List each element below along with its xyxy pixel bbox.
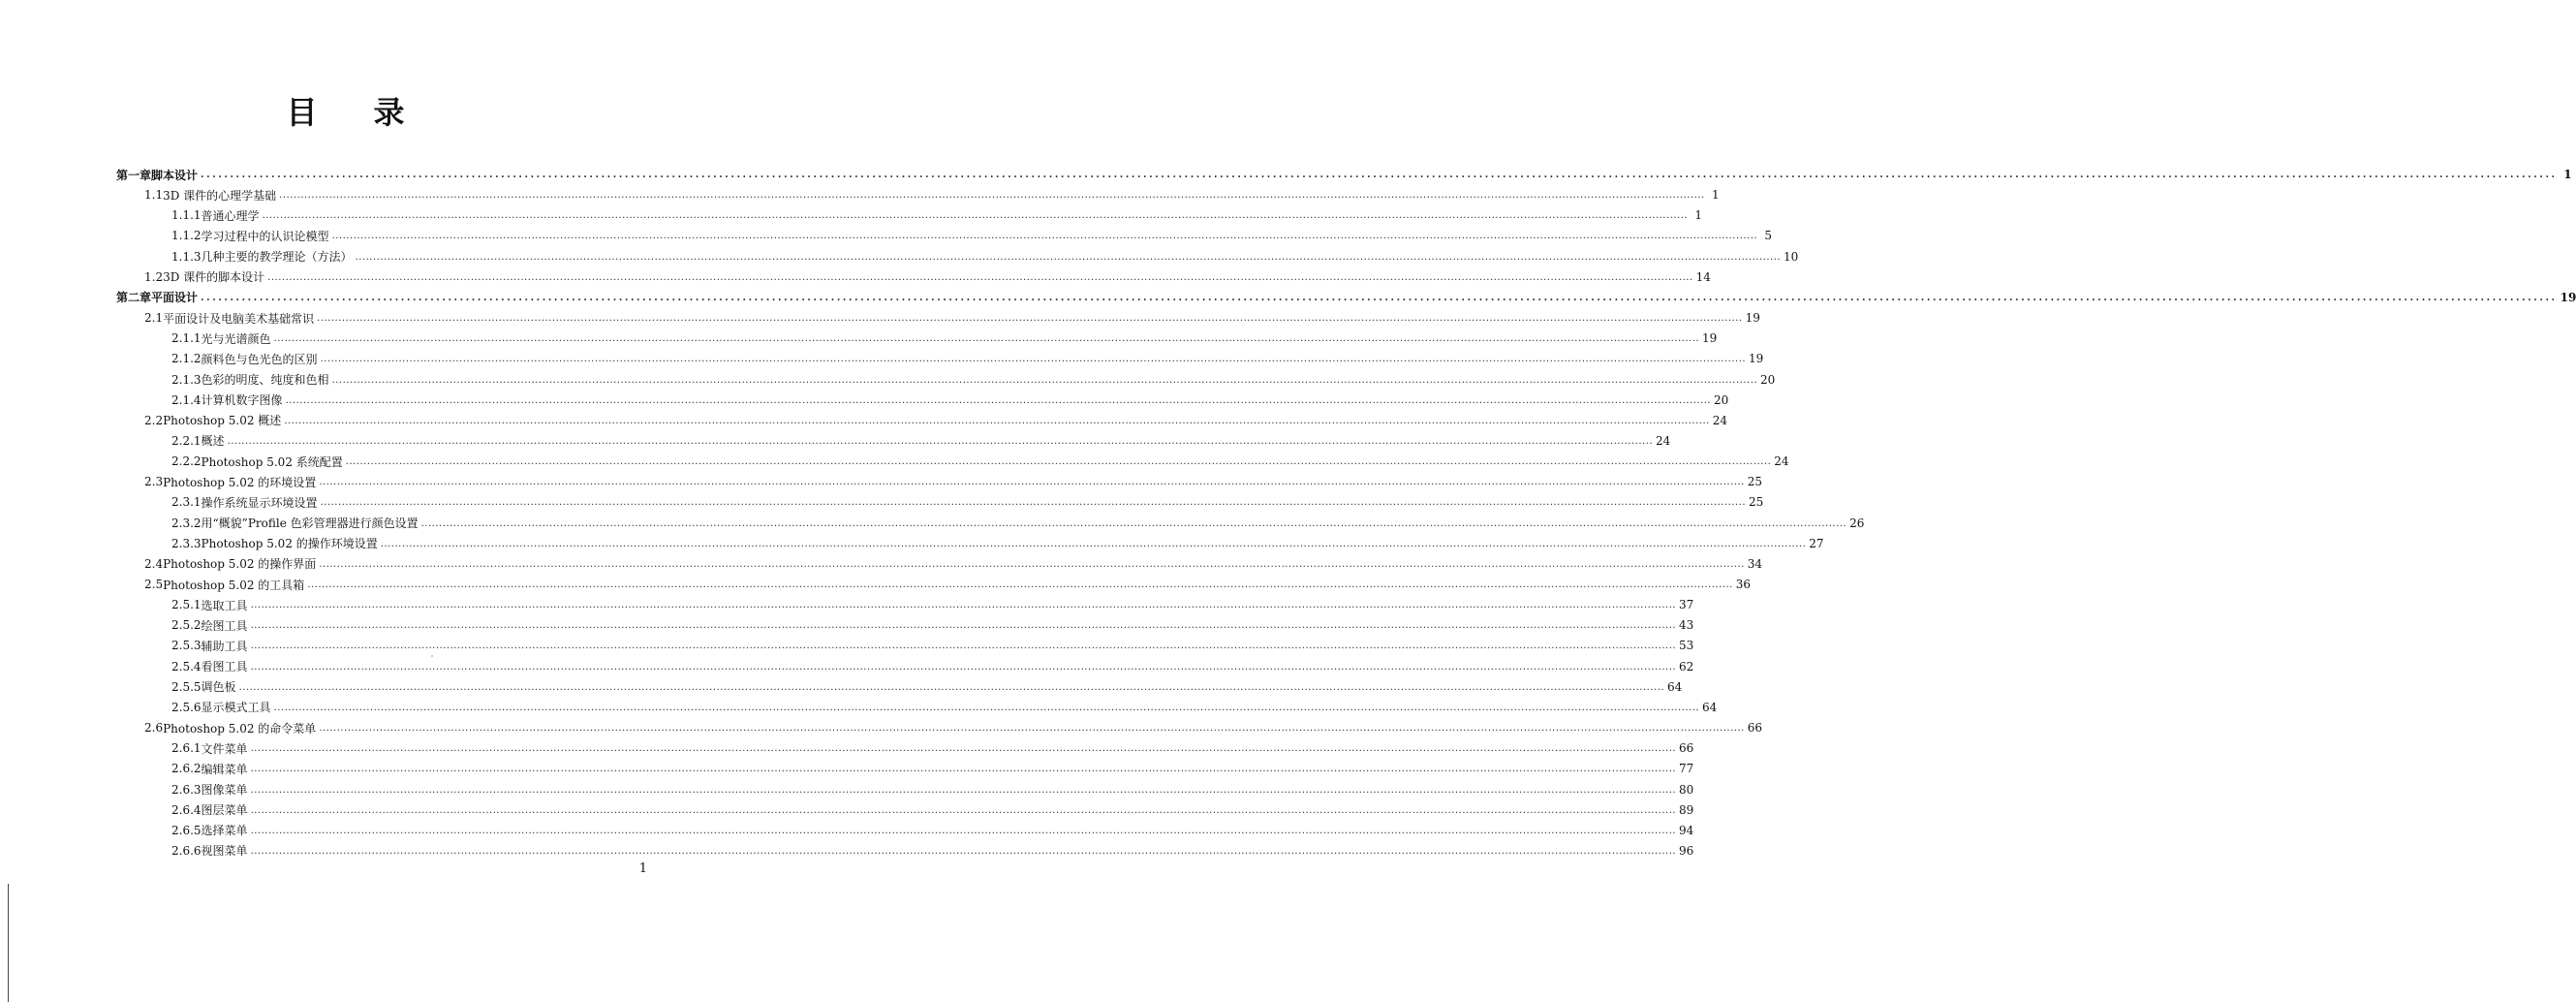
toc-entry-number: 第一章	[116, 168, 152, 182]
toc-entry-number: 2.6.3	[171, 782, 202, 797]
toc-entry-page: 5	[1764, 229, 1773, 243]
toc-entry-page: 20	[1760, 372, 1776, 387]
toc-subsection	[171, 635, 1694, 656]
toc-entry-title: Photoshop 5.02 的环境设置	[163, 475, 317, 489]
scan-speck	[431, 655, 433, 657]
toc-leader-dots: ................................................................................................................................................................................................................................................................................................................................................................................................................	[284, 415, 1710, 426]
toc-entry-number: 2.5.3	[171, 639, 202, 653]
toc-entry-title: 3D 课件的脚本设计	[163, 270, 265, 285]
toc-entry-title: 视图菜单	[201, 844, 248, 859]
toc-entry-page: 24	[1656, 433, 1671, 448]
toc-subsection	[171, 204, 1703, 226]
toc-leader-dots: ................................................................................................................................................................................................................................................................................................................................................................................................................	[250, 743, 1677, 755]
toc-entry-title: 调色板	[201, 680, 236, 695]
toc-entry-page: 43	[1679, 618, 1694, 633]
toc-entry-number: 2.1.3	[171, 372, 202, 387]
toc-leader-dots: ................................................................................................................................................................................................................................................................................................................................................................................................................	[250, 620, 1677, 632]
toc-subsection	[171, 758, 1694, 779]
toc-section	[144, 307, 1760, 329]
toc-entry-title: 选择菜单	[201, 824, 248, 838]
toc-leader-dots: ................................................................................................................................................................................................................................................................................................................................................................................................................	[238, 681, 1665, 693]
toc-entry-number: 第二章	[116, 291, 152, 305]
toc-subsection	[171, 491, 1764, 513]
toc-leader-dots: ................................................................................................................................................................................................................................................................................................................................................................................................................	[279, 190, 1705, 202]
toc-entry-title: 3D 课件的心理学基础	[163, 188, 277, 203]
toc-leader-dots: ................................................................................................................................................................................................................................................................................................................................................................................................................	[201, 292, 2558, 303]
toc-subsection	[171, 328, 1718, 349]
toc-entry-page: 19	[1702, 331, 1718, 346]
toc-section	[144, 574, 1752, 595]
toc-entry-number: 2.1.1	[171, 331, 202, 346]
toc-leader-dots: ................................................................................................................................................................................................................................................................................................................................................................................................................	[320, 354, 1747, 365]
toc-leader-dots: ................................................................................................................................................................................................................................................................................................................................................................................................................	[317, 313, 1743, 325]
toc-entry-number: 2.2.2	[171, 454, 202, 469]
title-char-1: 目	[286, 94, 318, 131]
scan-margin-line	[8, 884, 9, 1002]
toc-entry-page: 19	[2560, 290, 2576, 304]
toc-leader-dots: ................................................................................................................................................................................................................................................................................................................................................................................................................	[250, 600, 1677, 611]
toc-entry-page: 62	[1679, 659, 1694, 673]
toc-entry-page: 19	[1745, 311, 1760, 326]
toc-chapter	[116, 287, 2576, 308]
toc-leader-dots: ................................................................................................................................................................................................................................................................................................................................................................................................................	[380, 538, 1807, 549]
toc-entry-title: 选取工具	[201, 598, 248, 612]
toc-entry-number: 2.5	[144, 578, 164, 591]
toc-subsection	[171, 779, 1694, 800]
toc-entry-title: 辅助工具	[201, 639, 248, 653]
toc-subsection	[171, 840, 1694, 861]
toc-entry-title: 平面设计	[151, 291, 199, 305]
toc-section	[144, 410, 1728, 431]
toc-section	[144, 471, 1763, 492]
toc-entry-page: 37	[1679, 598, 1694, 612]
toc-leader-dots: ................................................................................................................................................................................................................................................................................................................................................................................................................	[250, 764, 1677, 775]
toc-entry-page: 96	[1679, 843, 1694, 858]
toc-entry-number: 2.1.2	[171, 352, 202, 366]
toc-subsection	[171, 513, 1865, 534]
toc-entry-title: 学习过程中的认识论模型	[201, 229, 329, 243]
toc-entry-page: 53	[1679, 639, 1694, 653]
toc-section	[144, 717, 1763, 738]
toc-subsection	[171, 369, 1776, 391]
toc-leader-dots: ................................................................................................................................................................................................................................................................................................................................................................................................................	[250, 825, 1677, 836]
toc-entry-number: 2.5.6	[171, 700, 202, 714]
toc-leader-dots: ................................................................................................................................................................................................................................................................................................................................................................................................................	[273, 333, 1700, 345]
toc-entry-number: 2.3.3	[171, 536, 202, 550]
toc-entry-number: 2.6.1	[171, 741, 202, 756]
toc-entry-page: 25	[1749, 495, 1764, 510]
toc-entry-title: 颜料色与色光色的区别	[201, 352, 318, 366]
toc-entry-page: 24	[1712, 413, 1728, 427]
toc-subsection	[171, 390, 1729, 411]
toc-entry-page: 1	[2563, 168, 2572, 181]
toc-entry-page: 77	[1679, 762, 1694, 776]
toc-entry-title: Photoshop 5.02 的命令菜单	[163, 721, 317, 736]
toc-entry-number: 2.6.4	[171, 802, 202, 817]
toc-entry-number: 2.5.2	[171, 618, 202, 633]
toc-entry-title: 概述	[201, 434, 225, 449]
toc-entry-title: 用“概貌”Profile 色彩管理器进行颜色设置	[201, 517, 419, 531]
toc-entry-title: Photoshop 5.02 的操作环境设置	[201, 537, 378, 551]
toc-entry-number: 1.2	[144, 269, 164, 284]
toc-leader-dots: ................................................................................................................................................................................................................................................................................................................................................................................................................	[307, 579, 1733, 590]
toc-entry-title: 文件菜单	[201, 741, 248, 756]
toc-subsection	[171, 656, 1694, 677]
toc-entry-title: 操作系统显示环境设置	[201, 495, 318, 510]
toc-entry-title: 看图工具	[201, 660, 248, 674]
toc-leader-dots: ................................................................................................................................................................................................................................................................................................................................................................................................................	[201, 170, 2558, 180]
toc-subsection	[171, 697, 1718, 718]
toc-entry-number: 2.5.1	[171, 598, 202, 612]
toc-entry-page: 94	[1679, 823, 1694, 837]
toc-leader-dots: ................................................................................................................................................................................................................................................................................................................................................................................................................	[227, 435, 1654, 447]
toc-entry-page: 64	[1702, 700, 1718, 714]
page-number: 1	[638, 861, 647, 876]
toc-entry-number: 2.5.4	[171, 659, 202, 673]
toc-entry-title: 色彩的明度、纯度和色相	[201, 373, 329, 387]
toc-entry-number: 1.1.2	[171, 229, 202, 243]
toc-entry-number: 2.3.2	[171, 516, 202, 530]
toc-entry-title: 显示模式工具	[201, 701, 271, 715]
toc-leader-dots: ................................................................................................................................................................................................................................................................................................................................................................................................................	[250, 804, 1677, 816]
toc-entry-page: 66	[1679, 741, 1694, 756]
toc-subsection	[171, 430, 1671, 452]
toc-leader-dots: ................................................................................................................................................................................................................................................................................................................................................................................................................	[345, 456, 1772, 468]
toc-entry-number: 2.1	[144, 311, 164, 326]
toc-section	[144, 553, 1763, 575]
toc-leader-dots: ................................................................................................................................................................................................................................................................................................................................................................................................................	[250, 641, 1677, 652]
toc-entry-number: 2.3	[144, 475, 164, 489]
toc-subsection	[171, 225, 1773, 246]
toc-subsection	[171, 737, 1694, 759]
page-title	[0, 89, 691, 132]
toc-entry-page: 24	[1774, 454, 1789, 469]
toc-subsection	[171, 820, 1694, 841]
toc-entry-page: 14	[1695, 269, 1711, 284]
toc-leader-dots: ................................................................................................................................................................................................................................................................................................................................................................................................................	[250, 661, 1677, 673]
toc-entry-page: 1	[1694, 208, 1703, 223]
toc-subsection	[171, 348, 1764, 369]
toc-leader-dots: ................................................................................................................................................................................................................................................................................................................................................................................................................	[285, 394, 1712, 406]
toc-entry-page: 27	[1809, 536, 1824, 550]
toc-entry-title: Photoshop 5.02 的工具箱	[163, 578, 305, 592]
toc-entry-page: 26	[1849, 516, 1865, 530]
toc-subsection	[171, 799, 1694, 821]
toc-entry-title: 平面设计及电脑美术基础常识	[163, 311, 315, 326]
toc-entry-title: 光与光谱颜色	[201, 331, 271, 346]
toc-entry-title: 图层菜单	[201, 803, 248, 818]
toc-leader-dots: ................................................................................................................................................................................................................................................................................................................................................................................................................	[319, 723, 1745, 735]
toc-subsection	[171, 614, 1694, 636]
toc-subsection	[171, 676, 1683, 698]
toc-entry-title: 几种主要的教学理论（方法）	[201, 250, 353, 265]
toc-leader-dots: ................................................................................................................................................................................................................................................................................................................................................................................................................	[267, 271, 1693, 283]
toc-entry-number: 2.6	[144, 721, 164, 736]
toc-entry-page: 36	[1735, 578, 1752, 591]
toc-entry-title: Photoshop 5.02 概述	[163, 414, 282, 428]
toc-leader-dots: ................................................................................................................................................................................................................................................................................................................................................................................................................	[331, 231, 1758, 242]
toc-leader-dots: ................................................................................................................................................................................................................................................................................................................................................................................................................	[319, 558, 1745, 570]
toc-entry-page: 34	[1747, 556, 1763, 571]
toc-entry-number: 2.6.2	[171, 762, 202, 776]
toc-entry-title: Photoshop 5.02 的操作界面	[163, 557, 317, 572]
toc-entry-page: 66	[1747, 721, 1763, 736]
toc-subsection	[171, 594, 1694, 615]
toc-entry-page: 80	[1679, 782, 1694, 797]
toc-leader-dots: ................................................................................................................................................................................................................................................................................................................................................................................................................	[273, 702, 1700, 713]
toc-entry-number: 2.2	[144, 413, 164, 427]
toc-entry-number: 2.6.5	[171, 823, 202, 837]
toc-leader-dots: ................................................................................................................................................................................................................................................................................................................................................................................................................	[319, 477, 1745, 488]
toc-entry-number: 2.2.1	[171, 433, 202, 448]
toc-entry-number: 2.1.4	[171, 392, 202, 407]
toc-entry-number: 2.5.5	[171, 679, 202, 694]
toc-leader-dots: ................................................................................................................................................................................................................................................................................................................................................................................................................	[355, 251, 1782, 263]
toc-entry-page: 1	[1712, 188, 1720, 203]
toc-leader-dots: ................................................................................................................................................................................................................................................................................................................................................................................................................	[331, 374, 1758, 386]
toc-entry-title: 绘图工具	[201, 618, 248, 633]
toc-entry-page: 10	[1784, 249, 1799, 264]
toc-entry-number: 2.4	[144, 556, 164, 571]
toc-section	[144, 266, 1711, 288]
toc-entry-number: 1.1	[144, 188, 164, 203]
toc-subsection	[171, 533, 1824, 554]
title-char-2: 录	[373, 94, 405, 131]
toc-entry-page: 25	[1747, 475, 1763, 489]
toc-entry-title: 脚本设计	[151, 168, 199, 182]
toc-subsection	[171, 451, 1789, 472]
toc-entry-title: 图像菜单	[201, 783, 248, 797]
toc-entry-page: 89	[1679, 802, 1694, 817]
toc-leader-dots: ................................................................................................................................................................................................................................................................................................................................................................................................................	[250, 784, 1677, 796]
toc-leader-dots: ................................................................................................................................................................................................................................................................................................................................................................................................................	[262, 210, 1689, 222]
toc-entry-page: 19	[1749, 352, 1764, 366]
toc-entry-number: 1.1.1	[171, 208, 202, 223]
toc-chapter	[116, 164, 2572, 185]
toc-leader-dots: ................................................................................................................................................................................................................................................................................................................................................................................................................	[250, 845, 1677, 857]
toc-entry-title: 计算机数字图像	[201, 393, 283, 408]
toc-leader-dots: ................................................................................................................................................................................................................................................................................................................................................................................................................	[320, 497, 1747, 509]
toc-entry-title: Photoshop 5.02 系统配置	[201, 454, 343, 469]
toc-leader-dots: ................................................................................................................................................................................................................................................................................................................................................................................................................	[420, 517, 1847, 529]
toc-entry-page: 20	[1714, 392, 1729, 407]
toc-entry-number: 2.3.1	[171, 495, 202, 510]
toc-entry-title: 编辑菜单	[201, 762, 248, 776]
toc-subsection	[171, 246, 1799, 267]
toc-entry-number: 1.1.3	[171, 249, 202, 264]
toc-section	[144, 184, 1720, 205]
toc-entry-page: 64	[1667, 679, 1683, 694]
toc-entry-title: 普通心理学	[201, 208, 260, 223]
toc-entry-number: 2.6.6	[171, 843, 202, 858]
